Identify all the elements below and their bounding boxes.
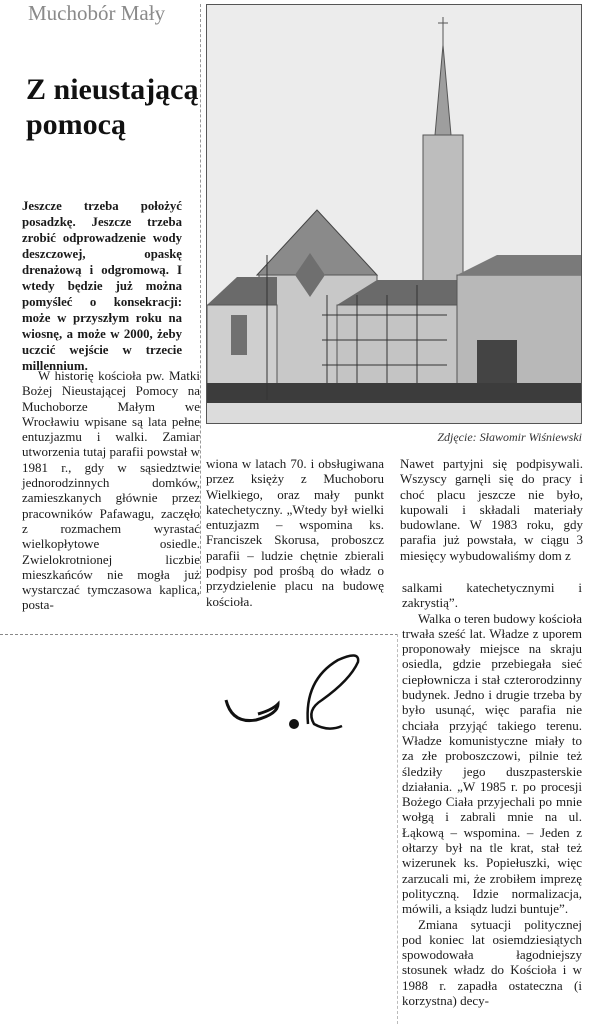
column-divider xyxy=(200,4,202,594)
section-divider xyxy=(0,634,398,635)
article-lead: Jeszcze trzeba położyć posadzkę. Jeszcze trzeba zrobić odprowadzenie wody deszczowej, opaskę drenażową i odgromową. I wtedy będzie już można pomyśleć o konsekracji: może w przyszłym roku na wiosnę, a może w 2000, żeby uczcić wejście w trzecie millennium. xyxy=(22,199,182,373)
body-paragraph: Nawet partyjni się podpisywali. Wszyscy garnęli się do pracy i choć placu jeszcze nie było, kupowali i składali materiały budowlane. W 1983 roku, gdy parafia już powstała, w ciągu 3 miesięcy wybudowaliśmy dom z xyxy=(400,456,583,563)
article-headline: Z nieustającą pomocą xyxy=(26,73,199,141)
body-paragraph: wiona w latach 70. i obsługiwana przez księży z Muchoboru Wielkiego, oraz mały punkt katechetyczny. „Wtedy był wielki entuzjazm – wspomina ks. Franciszek Skorusa, proboszcz parafii – ludzie chętnie zbierali podpisy pod prośbą do władz o przydzielenie placu na budowę kościoła. xyxy=(206,456,384,609)
body-paragraph: salkami katechetycznymi i zakrystią”. xyxy=(402,580,582,611)
body-column-2 xyxy=(206,456,384,609)
body-paragraph: W historię kościoła pw. Matki Bożej Nieustającej Pomocy na Muchoborze Małym we Wrocławiu wpisane są lata pełne entuzjazmu i walki. Zamiar utworzenia tutaj parafii powstał w 1981 r., gdy w sąsiedztwie jednorodzinnych domków, zamieszkanych głównie przez pracowników Pafawagu, zaczęło z rozmachem wyrastać wielkopłytowe osiedle. Zwielokrotnionej liczbie mieszkańców nie mogła już wystarczać tymczasowa kaplica, posta- xyxy=(22,368,200,613)
body-paragraph: Zmiana sytuacji politycznej pod koniec lat osiemdziesiątych spowodowała łagodniejszy stosunek władz do Kościoła i w 1988 r. zapadła ostateczna (i korzystna) decy- xyxy=(402,916,582,1009)
church-photo xyxy=(206,4,582,424)
church-illustration xyxy=(207,5,582,424)
body-column-1 xyxy=(22,368,200,613)
body-column-3 xyxy=(400,456,583,563)
photo-caption: Zdjęcie: Sławomir Wiśniewski xyxy=(437,430,582,444)
body-paragraph: Walka o teren budowy kościoła trwała sześć lat. Władze z uporem proponowały miejsce na skraju osiedla, gdzie przebiegała sieć ciepłownicza i stał czterorodzinny budynek. Jedno i drugie trzeba by było usunąć, więc parafia nie chciała przyjąć takiego terenu. Władze komunistyczne miały to za złe proboszczowi, pilnie też śledziły jego duszpasterskie działania. „W 1985 r. po procesji Bożego Ciała przyjechali po mnie wołgą i zabrali mnie na ul. Łąkową – wspomina. – Jeden z ołtarzy był na tle krat, stał też wizerunek ks. Popiełuszki, więc zarzucali mi, że zrobiłem imprezę polityczną. Idzie normalizacja, mówili, a ksiądz ludzi buntuje”. xyxy=(402,610,582,917)
column-divider xyxy=(397,634,398,1024)
section-kicker: Muchobór Mały xyxy=(28,1,166,25)
handwritten-mark xyxy=(218,640,378,750)
body-column-4 xyxy=(402,580,582,1008)
